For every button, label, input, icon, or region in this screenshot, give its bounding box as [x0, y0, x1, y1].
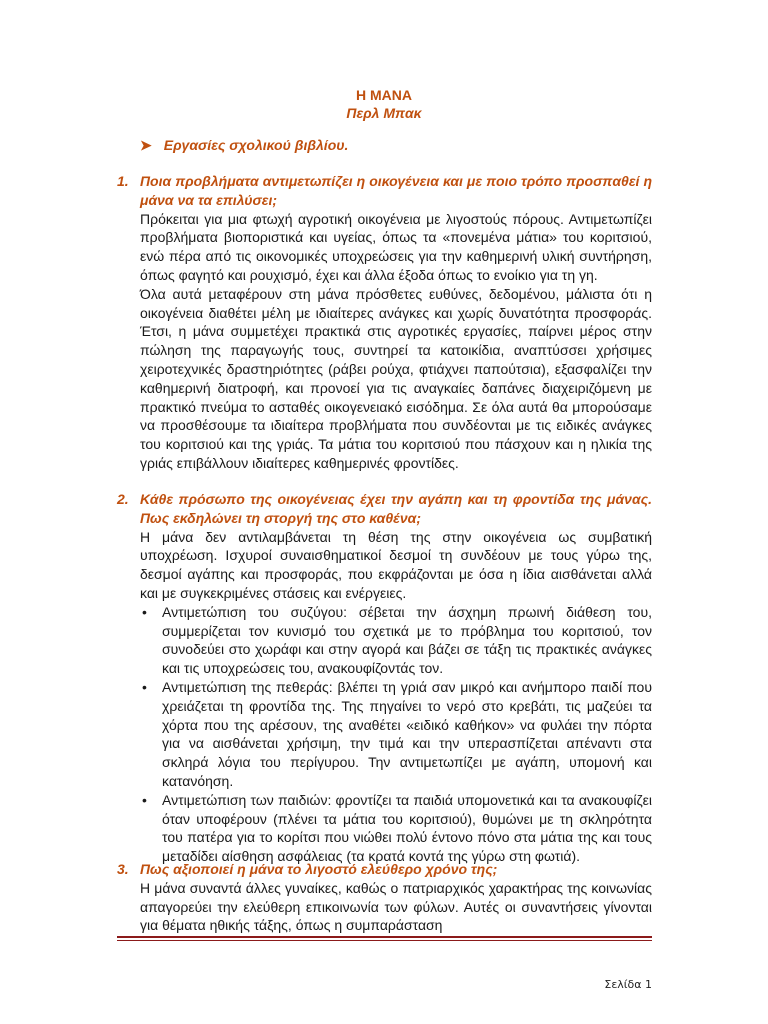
document-title: Η ΜΑΝΑ: [356, 87, 412, 103]
footer-rule-thin: [117, 940, 652, 941]
question-2: [117, 490, 652, 866]
bullet-dot-icon: •: [142, 678, 147, 695]
answer-paragraph: Η μάνα δεν αντιλαμβάνεται τη θέση της στην οικογένεια ως συμβατική υποχρέωση. Ισχυροί συναισθηματικοί δεσμοί τη συνδέουν με τους γύρω της, δεσμοί αγάπης και προσφοράς, που εκφράζονται με όσα η ίδια αισθάνεται αλλά και με συγκεκριμένες στάσεις και ενέργειες.: [140, 528, 652, 601]
question-title: Κάθε πρόσωπο της οικογένειας έχει την αγάπη και τη φροντίδα της μάνας. Πως εκδηλώνει τη στοργή της στο καθένα;: [140, 491, 652, 526]
question-title: Πως αξιοποιεί η μάνα το λιγοστό ελεύθερο χρόνο της;: [140, 861, 498, 877]
answer-paragraph: Η μάνα συναντά άλλες γυναίκες, καθώς ο πατριαρχικός χαρακτήρας της κοινωνίας απαγορεύει την ελεύθερη επικοινωνία των φύλων. Αυτές οι συναντήσεις γίνονται για θέματα ηθικής τάξης, όπως η συμπαράσταση: [140, 879, 652, 934]
list-item: [140, 603, 652, 678]
list-item: [140, 678, 652, 791]
question-3: [117, 860, 652, 935]
question-number: 1.: [117, 173, 129, 189]
list-item-text: Αντιμετώπιση της πεθεράς: βλέπει τη γριά σαν μικρό και ανήμπορο παιδί που χρειάζεται τη φροντίδα της. Της πηγαίνει το νερό στο κρεβάτι, τις μαζεύει τα χόρτα που της αρέσουν, της αναθέτει «ειδικό καθήκον» να φυλάει την πόρτα για να αισθάνεται χρήσιμη, την τιμά και την υπερασπίζεται απέναντι στα σκληρά λόγια του περίγυρου. Την αντιμετωπίζει με αγάπη, υπομονή και κατανόηση.: [162, 678, 652, 789]
bullet-dot-icon: •: [142, 603, 147, 620]
list-item-text: Αντιμετώπιση του συζύγου: σέβεται την άσχημη πρωινή διάθεση του, συμμερίζεται τον κυνισμό του σχετικά με το πρόβλημα του κοριτσιού, τον συνοδεύει στο χωράφι και στην αγορά και βάζει σε τάξη τις πρακτικές ανάγκες και τις υποχρεώσεις του, ανακουφίζοντάς τον.: [162, 603, 652, 677]
arrow-bullet-icon: ➤: [140, 137, 152, 153]
page-number: Σελίδα 1: [604, 978, 652, 991]
bullet-dot-icon: •: [142, 791, 147, 808]
document-author: Περλ Μπακ: [346, 105, 422, 121]
section-heading-text: Εργασίες σχολικού βιβλίου.: [163, 137, 349, 153]
answer-paragraph: Όλα αυτά μεταφέρουν στη μάνα πρόσθετες ευθύνες, δεδομένου, μάλιστα ότι η οικογένεια διαθέτει μέλη με ιδιαίτερες ανάγκες και χωρίς δυνατότητα προσφοράς. Έτσι, η μάνα συμμετέχει πρακτικά στις αγροτικές εργασίες, παίρνει μέρος στην πώληση της παραγωγής τους, συντηρεί τα κατοικίδια, αναπτύσσει χρήσιμες χειροτεχνικές δραστηριότητες (ράβει ρούχα, φτιάχνει παπούτσια), εξασφαλίζει την καθημερινή διατροφή, και προνοεί για τις αναγκαίες δαπάνες διαχειριζόμενη με πρακτικό πνεύμα το ασταθές οικογενειακό εισόδημα. Σε όλα αυτά θα μπορούσαμε να προσθέσουμε τα ιδιαίτερα προβλήματα που συνδέονται με τις ειδικές ανάγκες του κοριτσιού και της γριάς. Τα μάτια του κοριτσιού που πάσχουν και η ηλικία της γριάς επιβάλλουν ιδιαίτερες καθημερινές φροντίδες.: [140, 285, 652, 471]
bullet-list: [140, 603, 652, 866]
answer-paragraph: Πρόκειται για μια φτωχή αγροτική οικογένεια με λιγοστούς πόρους. Αντιμετωπίζει προβλήματα βιοποριστικά και υγείας, όπως τα «πονεμένα μάτια» του κοριτσιού, ενώ πέρα από τις οικονομικές υποχρεώσεις για την καθημερινή υλική συντήρηση, όπως φαγητό και ρουχισμό, έχει και άλλα έξοδα όπως το ενοίκιο για τη γη.: [140, 210, 652, 283]
footer-rule: [117, 936, 652, 938]
list-item: [140, 791, 652, 866]
question-number: 2.: [117, 491, 129, 507]
question-title: Ποια προβλήματα αντιμετωπίζει η οικογένεια και με ποιο τρόπο προσπαθεί η μάνα να τα επιλύσει;: [140, 173, 652, 208]
question-number: 3.: [117, 861, 129, 877]
list-item-text: Αντιμετώπιση των παιδιών: φροντίζει τα παιδιά υπομονετικά και τα ανακουφίζει όταν υποφέρουν (πλένει τα μάτια του κοριτσιού), θυμώνει με τη σκληρότητα του πατέρα για το κορίτσι που νιώθει πολύ έντονο πόνο στα μάτια της και τους μεταδίδει αίσθηση ασφάλειας (τα κρατά κοντά της γύρω στη φωτιά).: [162, 791, 652, 865]
section-heading: [140, 136, 348, 154]
question-1: [117, 172, 652, 473]
